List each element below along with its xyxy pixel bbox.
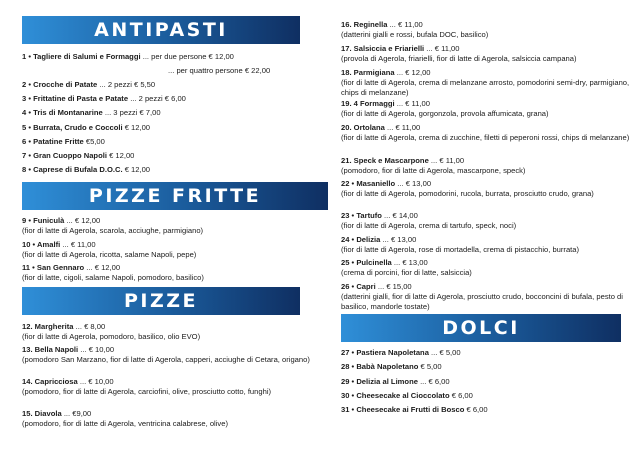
section-banner-dolci: DOLCI [341, 314, 621, 342]
item-price: ... € 5,00 [431, 348, 461, 357]
menu-item [341, 258, 631, 278]
item-name: 16. Reginella [341, 20, 388, 29]
menu-item [22, 240, 322, 260]
menu-item [22, 137, 105, 147]
item-price: ... € 11,00 [389, 20, 423, 29]
item-price: ... € 11,00 [426, 44, 460, 53]
item-price: ... € 11,00 [62, 240, 96, 249]
item-price: € 6,00 [466, 405, 488, 414]
menu-item [22, 322, 312, 342]
menu-item [22, 52, 234, 62]
item-name: 23 • Tartufo [341, 211, 382, 220]
item-description: (pomodoro, fior di latte di Agerola, mascarpone, speck) [341, 166, 526, 175]
section-banner-antipasti: ANTIPASTI [22, 16, 300, 44]
item-price: ... € 11,00 [387, 123, 421, 132]
item-price: ... €9,00 [63, 409, 92, 418]
item-description: (fior di latte di Agerola, scarola, acciughe, parmigiano) [22, 226, 204, 235]
item-description: (fior di latte di Agerola, pomodoro, basilico, olio EVO) [22, 332, 201, 341]
item-name: 5 • Burrata, Crudo e Coccoli [22, 123, 123, 132]
item-name: 3 • Frittatine di Pasta e Patate [22, 94, 129, 103]
item-description: (fior di latte di Agerola, crema di melanzane arrosto, pomodorini semi-dry, parmigiano, chips di melanzane) [341, 78, 630, 97]
item-name: 20. Ortolana [341, 123, 385, 132]
item-description: (crema di porcini, fior di latte, salsiccia) [341, 268, 472, 277]
item-name: 18. Parmigiana [341, 68, 395, 77]
menu-item [22, 151, 134, 161]
item-price: € 5,00 [420, 362, 442, 371]
item-price: ... € 12,00 [66, 216, 101, 225]
item-price: ... € 14,00 [384, 211, 418, 220]
section-banner-pizze-fritte: PIZZE FRITTE [22, 182, 328, 210]
item-price: ... € 10,00 [79, 377, 114, 386]
item-price: ... € 6,00 [420, 377, 450, 386]
item-name: 1 • Tagliere di Salumi e Formaggi [22, 52, 141, 61]
item-price: ... 2 pezzi € 6,00 [130, 94, 186, 103]
item-name: 19. 4 Formaggi [341, 99, 395, 108]
menu-item [22, 377, 312, 397]
item-name: 21. Speck e Mascarpone [341, 156, 429, 165]
item-name: 6 • Patatine Fritte [22, 137, 84, 146]
item-description: (pomodoro San Marzano, fior di latte di Agerola, capperi, acciughe di Cetara, origano) [22, 355, 310, 364]
menu-item [22, 108, 161, 118]
item-name: 4 • Tris di Montanarine [22, 108, 103, 117]
menu-item [341, 348, 461, 358]
menu-item [341, 405, 488, 415]
menu-item [341, 362, 442, 372]
item-name: 25 • Pulcinella [341, 258, 392, 267]
item-price: ... per due persone € 12,00 [142, 52, 234, 61]
item-name: 29 • Delizia al Limone [341, 377, 418, 386]
item-description: (fior di latte, cigoli, salame Napoli, pomodoro, basilico) [22, 273, 204, 282]
item-name: 17. Salsiccia e Friarielli [341, 44, 425, 53]
item-description: (datterini gialli e rossi, bufala DOC, basilico) [341, 30, 489, 39]
item-price: ... 3 pezzi € 7,00 [104, 108, 161, 117]
item-description: (fior di latte di Agerola, ricotta, salame Napoli, pepe) [22, 250, 197, 259]
menu-item [341, 211, 631, 231]
menu-item [341, 156, 631, 176]
menu-item [22, 80, 155, 90]
item-price: ... € 13,00 [393, 258, 428, 267]
item-description: (pomodoro, fior di latte di Agerola, ventricina calabrese, olive) [22, 419, 228, 428]
item-name: 13. Bella Napoli [22, 345, 79, 354]
item-price: € 12,00 [124, 165, 151, 174]
item-name: 26 • Capri [341, 282, 376, 291]
menu-item [22, 165, 150, 175]
menu-item [341, 391, 473, 401]
menu-item [341, 99, 631, 119]
item-description: (fior di latte di Agerola, crema di tartufo, speck, noci) [341, 221, 517, 230]
menu-item [341, 20, 631, 40]
item-name: 30 • Cheesecake al Cioccolato [341, 391, 450, 400]
item-name: 7 • Gran Cuoppo Napoli [22, 151, 107, 160]
item-price: ... per quattro persone € 22,00 [168, 66, 271, 75]
item-description: (pomodoro, fior di latte di Agerola, carciofini, olive, prosciutto cotto, funghi) [22, 387, 272, 396]
item-name: 31 • Cheesecake ai Frutti di Bosco [341, 405, 465, 414]
item-name: 2 • Crocche di Patate [22, 80, 98, 89]
menu-item [341, 44, 631, 64]
item-price: € 6,00 [451, 391, 473, 400]
menu-item [341, 282, 631, 312]
item-description: (datterini gialli, fior di latte di Agerola, prosciutto crudo, bocconcini di bufala, pesto di basilico, mandorle tostate) [341, 292, 623, 311]
menu-item [341, 235, 631, 255]
item-price: € 12,00 [124, 123, 151, 132]
item-name: 12. Margherita [22, 322, 74, 331]
item-price: ... € 13,00 [397, 179, 432, 188]
item-name: 22 • Masaniello [341, 179, 396, 188]
item-name: 11 • San Gennaro [22, 263, 85, 272]
item-price: ... € 8,00 [75, 322, 106, 331]
menu-item [22, 263, 322, 283]
item-price: ... 2 pezzi € 5,50 [99, 80, 156, 89]
item-name: 27 • Pastiera Napoletana [341, 348, 429, 357]
item-price: € 12,00 [109, 151, 135, 160]
menu-item [22, 123, 150, 133]
item-description: (fior di latte di Agerola, crema di zucchine, filetti di peperoni rossi, chips di melanzane) [341, 133, 630, 142]
item-price: ... € 11,00 [396, 99, 430, 108]
item-price: ... € 13,00 [382, 235, 417, 244]
item-price: ... € 11,00 [430, 156, 465, 165]
item-name: 14. Capricciosa [22, 377, 78, 386]
menu-item [22, 409, 312, 429]
item-description: (provola di Agerola, friarielli, fior di latte di Agerola, salsiccia campana) [341, 54, 577, 63]
menu-item [168, 66, 270, 76]
item-description: (fior di latte di Agerola, rose di mortadella, crema di pistacchio, burrata) [341, 245, 580, 254]
item-price: ... € 12,00 [396, 68, 431, 77]
menu-item [341, 68, 631, 98]
menu-item [22, 94, 186, 104]
item-description: (fior di latte di Agerola, pomodorini, rucola, burrata, prosciutto crudo, grana) [341, 189, 594, 198]
item-name: 28 • Babà Napoletano [341, 362, 419, 371]
item-name: 9 • Funiculà [22, 216, 65, 225]
item-name: 15. Diavola [22, 409, 62, 418]
menu-item [341, 123, 631, 143]
section-banner-pizze: PIZZE [22, 287, 300, 315]
item-name: 8 • Caprese di Bufala D.O.C. [22, 165, 123, 174]
item-name: 10 • Amalfi [22, 240, 61, 249]
menu-item [341, 179, 631, 199]
menu-item [22, 345, 312, 365]
item-description: (fior di latte di Agerola, gorgonzola, provola affumicata, grana) [341, 109, 549, 118]
item-name: 24 • Delizia [341, 235, 381, 244]
menu-item [341, 377, 450, 387]
menu-item [22, 216, 322, 236]
item-price: ... € 12,00 [86, 263, 121, 272]
item-price: ... € 10,00 [80, 345, 115, 354]
item-price: €5,00 [85, 137, 105, 146]
item-price: ... € 15,00 [377, 282, 412, 291]
